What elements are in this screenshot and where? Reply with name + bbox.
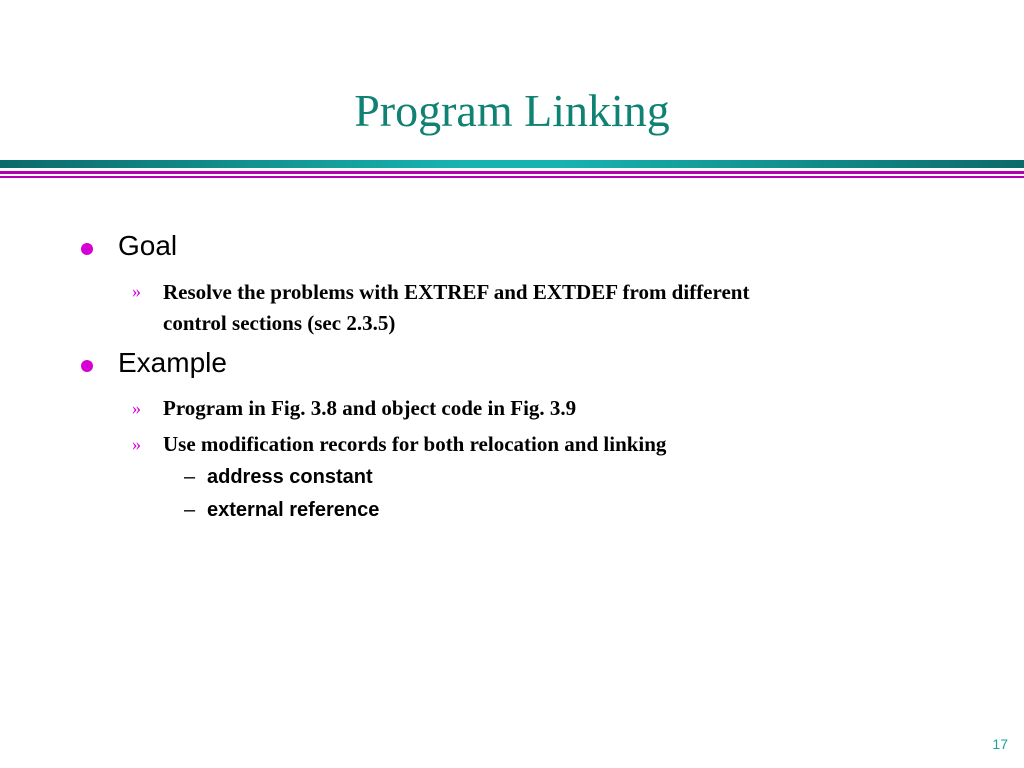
raquo-icon: » (132, 398, 141, 418)
bullet-goal: Goal (118, 230, 178, 261)
sub-sub-bullet: address constant (207, 466, 373, 488)
title-rule-magenta-lower (0, 176, 1024, 178)
sub-bullet-line: Use modification records for both relocation and linking (163, 432, 667, 456)
raquo-icon: » (132, 281, 141, 301)
sub-sub-bullet: external reference (207, 499, 380, 521)
page-number: 17 (992, 736, 1008, 752)
bullet-example: Example (118, 347, 227, 378)
bullet-dot-icon (81, 243, 93, 255)
title-rule-teal (0, 160, 1024, 168)
dash-icon: – (184, 466, 196, 488)
raquo-icon: » (132, 434, 141, 454)
sub-bullet-line: Resolve the problems with EXTREF and EXTDEF from different (163, 280, 750, 304)
slide-title: Program Linking (354, 85, 670, 136)
dash-icon: – (184, 499, 196, 521)
sub-bullet-line: Program in Fig. 3.8 and object code in Fig. 3.9 (163, 396, 577, 420)
title-rule-magenta-upper (0, 171, 1024, 174)
bullet-dot-icon (81, 360, 93, 372)
sub-bullet-line: control sections (sec 2.3.5) (163, 311, 396, 335)
